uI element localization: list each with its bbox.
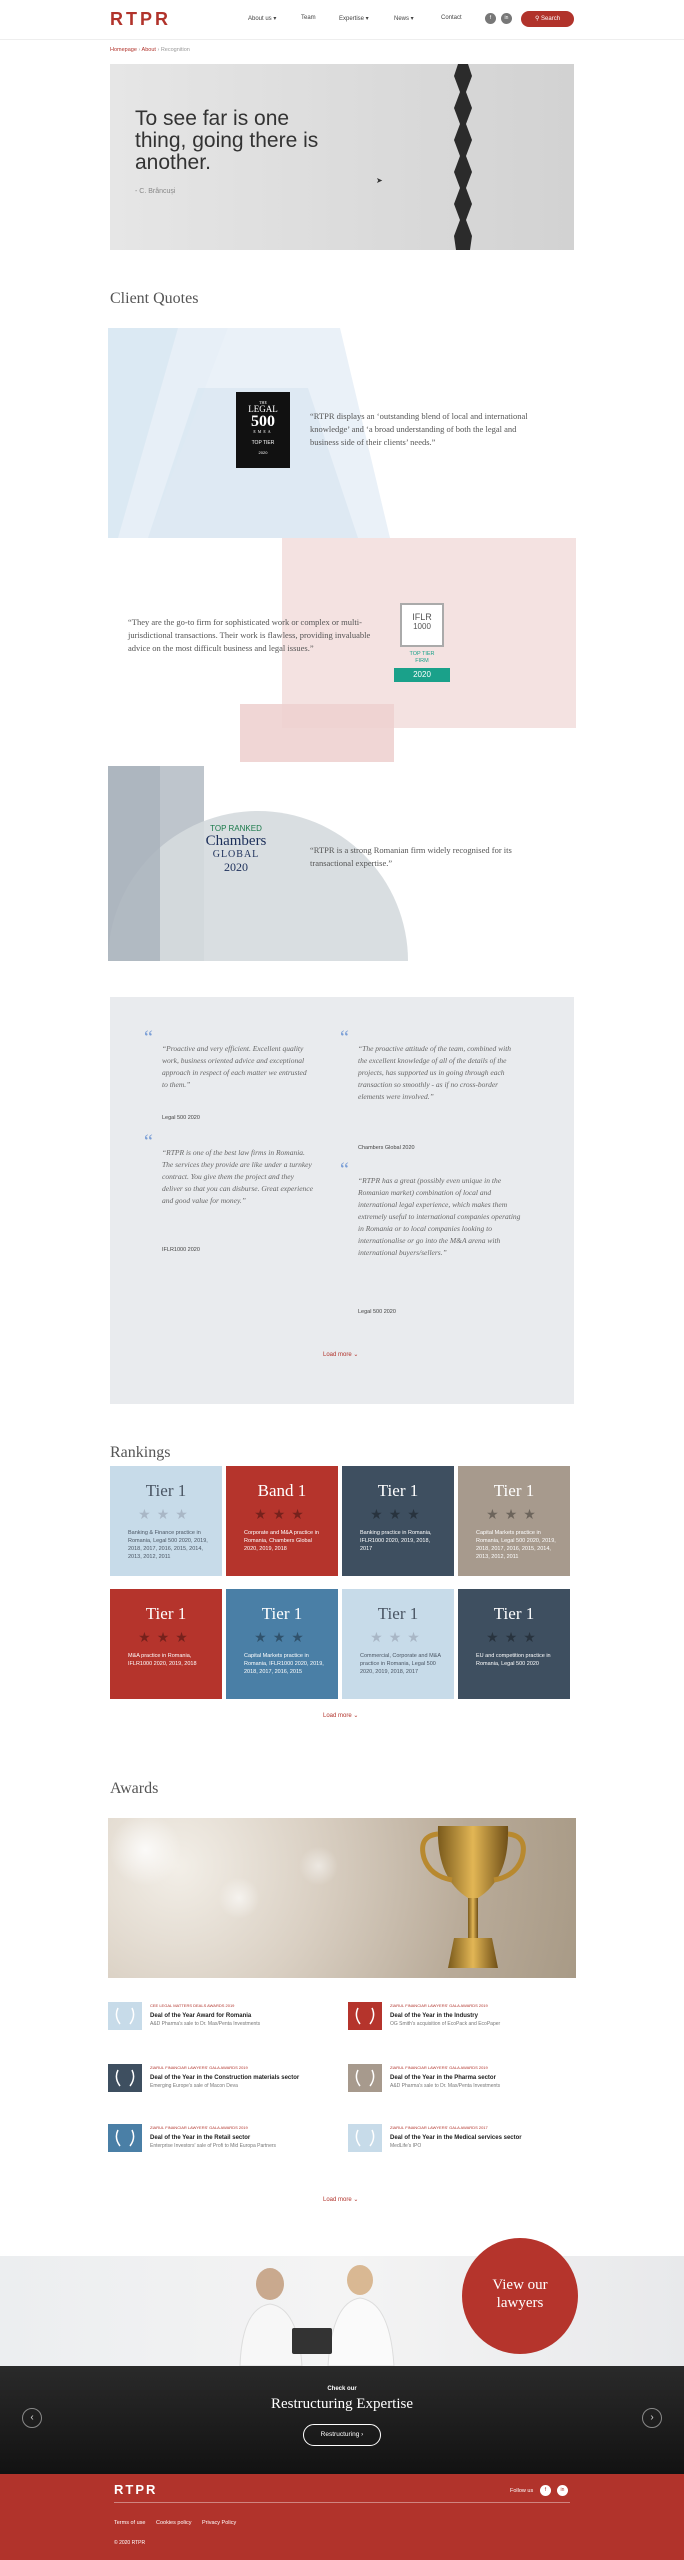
cursor-icon: ➤ <box>376 176 383 185</box>
award-subtitle: A&D Pharma's sale to Dr. Max/Penta Investments <box>150 2021 261 2027</box>
expertise-title: Restructuring Expertise <box>270 2396 414 2412</box>
site-footer <box>0 2474 684 2560</box>
client-quote-2: “They are the go-to firm for sophisticated work or complex or multi-jurisdictional transactions. Their work is flawless, providing invaluable advice on the most difficult business and legal issues.” <box>128 617 371 653</box>
award-title: Deal of the Year in the Medical services sector <box>390 2135 522 2141</box>
arrow-right-icon: › <box>361 2431 364 2438</box>
endless-column-image <box>452 64 474 250</box>
laurel-icon <box>108 2124 142 2152</box>
ranking-tier: Tier 1 <box>145 1481 187 1500</box>
quote-mark-icon: “ <box>340 1027 349 1049</box>
breadcrumb-current: Recognition <box>160 47 190 53</box>
logo[interactable]: RTPR <box>110 9 171 29</box>
ranking-tile <box>110 1466 222 1576</box>
laurel-icon <box>348 2002 382 2030</box>
copyright: © 2020 RTPR <box>114 2540 146 2546</box>
laurel-icon <box>348 2064 382 2092</box>
search-icon: ⚲ <box>534 16 540 22</box>
award-tag: ZIARUL FINANCIAR LAWYERS' GALA AWARDS 2019 <box>150 2125 248 2130</box>
star-icons: ★★★ <box>254 1629 310 1645</box>
breadcrumb: Homepage › About › Recognition <box>110 47 190 53</box>
award-subtitle: Emerging Europe's sale of Macon Deva <box>150 2083 238 2089</box>
award-title: Deal of the Year in the Retail sector <box>150 2135 251 2141</box>
award-item[interactable] <box>108 2002 338 2030</box>
ranking-tier: Tier 1 <box>377 1481 419 1500</box>
iflr1000-badge: IFLR 1000 TOP TIER FIRM 2020 <box>394 603 450 695</box>
quote-mark-icon: “ <box>144 1131 153 1153</box>
breadcrumb-home[interactable]: Homepage <box>110 47 137 53</box>
star-icons: ★★★ <box>486 1629 542 1645</box>
awards-banner-image <box>108 1818 576 1978</box>
star-icons: ★★★ <box>370 1629 426 1645</box>
star-icons: ★★★ <box>138 1506 194 1522</box>
testimonial-1-source: Legal 500 2020 <box>162 1115 200 1121</box>
ranking-tile <box>226 1589 338 1699</box>
ranking-tile <box>458 1466 570 1576</box>
award-subtitle: Enterprise Investors' sale of Profi to Mid Europa Partners <box>150 2143 277 2149</box>
ranking-tier: Tier 1 <box>145 1604 187 1623</box>
footer-facebook-icon[interactable]: f <box>540 2485 551 2496</box>
award-subtitle: MedLife's IPO <box>390 2143 422 2149</box>
client-quote-3: “RTPR is a strong Romanian firm widely recognised for its transactional expertise.” <box>310 845 512 868</box>
restructuring-button[interactable]: Restructuring › <box>303 2424 381 2446</box>
laurel-icon <box>348 2124 382 2152</box>
carousel-prev-button[interactable]: ‹ <box>22 2408 42 2428</box>
expertise-carousel <box>0 2366 684 2474</box>
award-item[interactable] <box>108 2064 338 2092</box>
ranking-tier: Band 1 <box>257 1481 307 1500</box>
award-item[interactable] <box>348 2124 578 2152</box>
award-subtitle: A&D Pharma's sale to Dr. Max/Penta Investments <box>390 2083 501 2089</box>
testimonial-3-source: IFLR1000 2020 <box>162 1247 200 1253</box>
testimonials-box <box>110 997 574 1404</box>
footer-link-terms[interactable]: Terms of use <box>114 2520 146 2526</box>
trophy-icon <box>418 1818 528 1978</box>
ranking-description: EU and competition practice in Romania, Legal 500 2020 <box>476 1653 551 1667</box>
view-lawyers-button[interactable]: View our lawyers <box>462 2238 578 2354</box>
linkedin-icon[interactable]: in <box>501 13 512 24</box>
awards-title: Awards <box>110 1780 159 1797</box>
follow-us-label: Follow us <box>510 2488 534 2494</box>
nav-contact[interactable]: Contact <box>441 15 462 21</box>
ranking-tile <box>226 1466 338 1576</box>
star-icons: ★★★ <box>254 1506 310 1522</box>
testimonial-1: “Proactive and very efficient. Excellent quality work, business oriented advice and exceptional approach in respect of each matter we entrusted to them.” <box>162 1044 307 1089</box>
footer-link-cookies[interactable]: Cookies policy <box>156 2520 192 2526</box>
rankings-title: Rankings <box>110 1444 171 1461</box>
award-title: Deal of the Year in the Industry <box>390 2013 478 2019</box>
client-quotes-title: Client Quotes <box>110 290 199 307</box>
award-tag: CEE LEGAL MATTERS DEALS AWARDS 2019 <box>150 2003 235 2008</box>
award-item[interactable] <box>348 2064 578 2092</box>
ranking-description: Capital Markets practice in Romania, IFLR1000 2020, 2019, 2018, 2017, 2016, 2015 <box>244 1653 324 1675</box>
testimonial-2-source: Chambers Global 2020 <box>358 1145 415 1151</box>
quote-mark-icon: “ <box>144 1027 153 1049</box>
ranking-description: Commercial, Corporate and M&A practice in Romania, Legal 500 2020, 2019, 2018, 2017 <box>360 1653 441 1675</box>
award-tag: ZIARUL FINANCIAR LAWYERS' GALA AWARDS 2019 <box>390 2065 488 2070</box>
award-item[interactable] <box>348 2002 578 2030</box>
nav-team[interactable]: Team <box>301 15 316 21</box>
hero-banner <box>110 64 574 250</box>
award-item[interactable] <box>108 2124 338 2152</box>
award-subtitle: OG Smith's acquisition of EcoPack and EcoPaper <box>390 2021 501 2027</box>
ranking-description: Banking & Finance practice in Romania, Legal 500 2020, 2019, 2018, 2017, 2016, 2015, 2014, 2013, 2012, 2011 <box>128 1530 208 1560</box>
hero-author: - C. Brâncuși <box>135 188 176 195</box>
ranking-tile <box>342 1466 454 1576</box>
award-title: Deal of the Year in the Pharma sector <box>390 2075 496 2081</box>
testimonial-4-source: Legal 500 2020 <box>358 1309 396 1315</box>
footer-linkedin-icon[interactable]: in <box>557 2485 568 2496</box>
star-icons: ★★★ <box>370 1506 426 1522</box>
rankings-load-more[interactable]: Load more ⌄ <box>323 1713 359 1719</box>
award-title: Deal of the Year in the Construction materials sector <box>150 2075 300 2081</box>
breadcrumb-about[interactable]: About <box>141 47 156 53</box>
testimonial-2: “The proactive attitude of the team, combined with the excellent knowledge of all of the details of the projects, has supported us in going through each transaction so smoothly - as if no cross-border elements were involved.” <box>358 1044 512 1101</box>
footer-divider <box>114 2502 570 2503</box>
ranking-tile <box>110 1589 222 1699</box>
client-quote-1: “RTPR displays an ‘outstanding blend of local and international knowledge’ and ‘a broad understanding of both the legal and business side of their clients’ needs.” <box>310 411 528 447</box>
footer-link-privacy[interactable]: Privacy Policy <box>202 2520 237 2526</box>
lawyers-photo <box>210 2264 450 2366</box>
star-icons: ★★★ <box>138 1629 194 1645</box>
expertise-kicker: Check our <box>327 2386 357 2392</box>
award-tag: ZIARUL FINANCIAR LAWYERS' GALA AWARDS 2019 <box>390 2003 488 2008</box>
facebook-icon[interactable]: f <box>485 13 496 24</box>
ranking-tier: Tier 1 <box>493 1604 535 1623</box>
hero-quote: To see far is one thing, going there is another. <box>135 107 319 174</box>
laurel-icon <box>108 2002 142 2030</box>
site-header <box>0 0 684 40</box>
quote-2-background-block <box>240 704 394 762</box>
laurel-icon <box>108 2064 142 2092</box>
chambers-badge: TOP RANKED Chambers GLOBAL 2020 <box>205 824 267 874</box>
ranking-tile <box>458 1589 570 1699</box>
lawyers-banner <box>0 2256 684 2366</box>
ranking-description: Corporate and M&A practice in Romania, Chambers Global 2020, 2019, 2018 <box>244 1530 319 1552</box>
award-tag: ZIARUL FINANCIAR LAWYERS' GALA AWARDS 2017 <box>390 2125 488 2130</box>
ranking-description: Banking practice in Romania, IFLR1000 2020, 2019, 2018, 2017 <box>360 1530 432 1552</box>
nav-about[interactable]: About us ▾ <box>248 16 277 22</box>
quote-mark-icon: “ <box>340 1159 349 1181</box>
star-icons: ★★★ <box>486 1506 542 1522</box>
testimonials-load-more[interactable]: Load more ⌄ <box>323 1352 359 1358</box>
carousel-next-button[interactable]: › <box>642 2408 662 2428</box>
ranking-tier: Tier 1 <box>261 1604 303 1623</box>
ranking-tier: Tier 1 <box>377 1604 419 1623</box>
nav-news[interactable]: News ▾ <box>394 16 414 22</box>
ranking-tile <box>342 1589 454 1699</box>
testimonial-4: “RTPR has a great (possibly even unique in the Romanian market) combination of local and international legal experience, which makes them extremely useful to international companies operating in Romania or to local companies looking to internationalise or go into the M&A arena with international buyers/sellers.” <box>358 1176 521 1257</box>
legal500-badge: THE LEGAL 500 EMEA TOP TIER 2020 <box>236 392 290 468</box>
footer-logo[interactable]: RTPR <box>114 2482 158 2497</box>
ranking-description: Capital Markets practice in Romania, Legal 500 2020, 2019, 2018, 2017, 2016, 2015, 2014, 2013, 2012, 2011 <box>476 1530 556 1560</box>
ranking-description: M&A practice in Romania, IFLR1000 2020, 2019, 2018 <box>128 1653 197 1667</box>
testimonial-3: “RTPR is one of the best law firms in Romania. The services they provide are like under a turnkey contract. You give them the project and they deliver so that you can disburse. Great experience and good value for money.” <box>162 1148 313 1205</box>
awards-load-more[interactable]: Load more ⌄ <box>323 2197 359 2203</box>
search-button[interactable]: ⚲ Search <box>521 11 574 27</box>
award-title: Deal of the Year Award for Romania <box>150 2013 252 2019</box>
ranking-tier: Tier 1 <box>493 1481 535 1500</box>
award-tag: ZIARUL FINANCIAR LAWYERS' GALA AWARDS 2019 <box>150 2065 248 2070</box>
nav-expertise[interactable]: Expertise ▾ <box>339 16 369 22</box>
